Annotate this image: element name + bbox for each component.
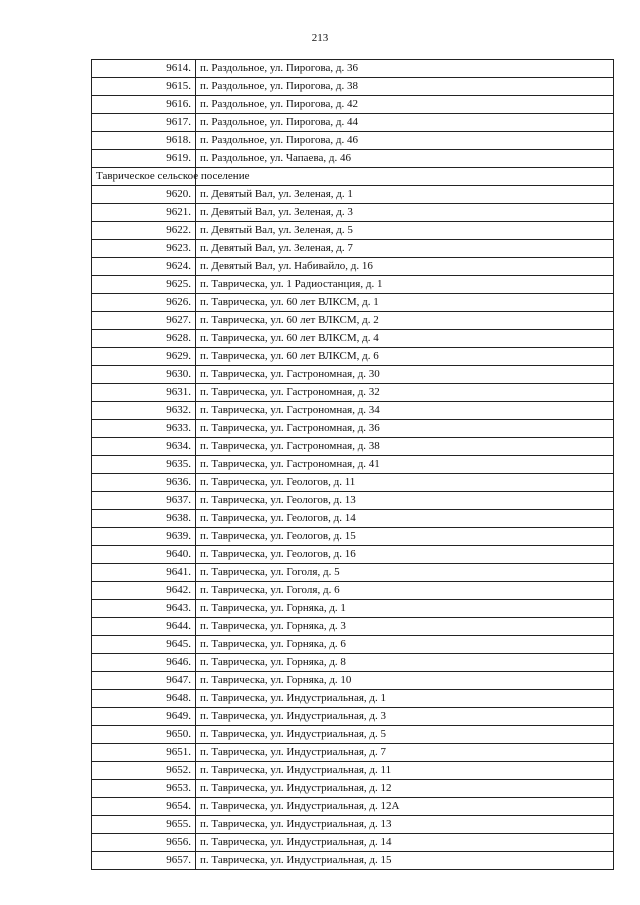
row-number: 9623.	[92, 240, 196, 258]
row-address: п. Таврическа, ул. Индустриальная, д. 5	[196, 726, 614, 744]
table-row	[92, 834, 614, 852]
table-row	[92, 240, 614, 258]
row-number: 9647.	[92, 672, 196, 690]
row-number: 9618.	[92, 132, 196, 150]
row-number: 9650.	[92, 726, 196, 744]
table-row	[92, 654, 614, 672]
table-row	[92, 348, 614, 366]
row-address: п. Таврическа, ул. Индустриальная, д. 12	[196, 780, 614, 798]
row-address: п. Таврическа, ул. Индустриальная, д. 15	[196, 852, 614, 870]
row-address: п. Таврическа, ул. Горняка, д. 3	[196, 618, 614, 636]
row-number: 9615.	[92, 78, 196, 96]
table-row	[92, 294, 614, 312]
row-number: 9622.	[92, 222, 196, 240]
row-address: п. Таврическа, ул. Гастрономная, д. 38	[196, 438, 614, 456]
row-number: 9655.	[92, 816, 196, 834]
row-number: 9638.	[92, 510, 196, 528]
row-address: п. Таврическа, ул. Индустриальная, д. 14	[196, 834, 614, 852]
row-address: п. Таврическа, ул. 60 лет ВЛКСМ, д. 2	[196, 312, 614, 330]
table-row	[92, 60, 614, 78]
row-number: 9641.	[92, 564, 196, 582]
row-address: п. Таврическа, ул. Геологов, д. 14	[196, 510, 614, 528]
table-row	[92, 546, 614, 564]
row-address: п. Девятый Вал, ул. Зеленая, д. 3	[196, 204, 614, 222]
table-row	[92, 600, 614, 618]
row-address: п. Таврическа, ул. Гастрономная, д. 34	[196, 402, 614, 420]
table-row	[92, 420, 614, 438]
table-row	[92, 78, 614, 96]
row-address: п. Девятый Вал, ул. Набивайло, д. 16	[196, 258, 614, 276]
row-address: п. Таврическа, ул. Гастрономная, д. 41	[196, 456, 614, 474]
table-row	[92, 618, 614, 636]
table-row	[92, 312, 614, 330]
table-row	[92, 366, 614, 384]
table-row	[92, 510, 614, 528]
table-row	[92, 726, 614, 744]
row-number: 9643.	[92, 600, 196, 618]
row-number: 9642.	[92, 582, 196, 600]
row-number: 9614.	[92, 60, 196, 78]
row-number: 9646.	[92, 654, 196, 672]
row-address: п. Таврическа, ул. 60 лет ВЛКСМ, д. 6	[196, 348, 614, 366]
table-row	[92, 690, 614, 708]
row-number: 9617.	[92, 114, 196, 132]
row-number: 9651.	[92, 744, 196, 762]
row-address: п. Таврическа, ул. Гастрономная, д. 32	[196, 384, 614, 402]
table-row	[92, 114, 614, 132]
row-address: п. Девятый Вал, ул. Зеленая, д. 5	[196, 222, 614, 240]
row-address: п. Таврическа, ул. Индустриальная, д. 11	[196, 762, 614, 780]
row-number: 9629.	[92, 348, 196, 366]
row-number: 9653.	[92, 780, 196, 798]
row-number: 9640.	[92, 546, 196, 564]
row-number: 9652.	[92, 762, 196, 780]
row-address: п. Раздольное, ул. Пирогова, д. 46	[196, 132, 614, 150]
table-body-bottom	[92, 186, 614, 870]
row-address: п. Таврическа, ул. Гоголя, д. 5	[196, 564, 614, 582]
section-header-row-group	[92, 168, 614, 186]
table-row	[92, 636, 614, 654]
row-number: 9619.	[92, 150, 196, 168]
table-row	[92, 96, 614, 114]
row-number: 9621.	[92, 204, 196, 222]
table-row	[92, 780, 614, 798]
row-address: п. Таврическа, ул. Геологов, д. 13	[196, 492, 614, 510]
row-address: п. Таврическа, ул. Горняка, д. 8	[196, 654, 614, 672]
row-address: п. Таврическа, ул. Горняка, д. 1	[196, 600, 614, 618]
row-address: п. Таврическа, ул. Геологов, д. 11	[196, 474, 614, 492]
row-address: п. Таврическа, ул. Геологов, д. 15	[196, 528, 614, 546]
table-row	[92, 798, 614, 816]
row-number: 9630.	[92, 366, 196, 384]
row-address: п. Девятый Вал, ул. Зеленая, д. 1	[196, 186, 614, 204]
row-number: 9627.	[92, 312, 196, 330]
table-row	[92, 150, 614, 168]
table-row	[92, 222, 614, 240]
table-row	[92, 276, 614, 294]
row-address: п. Раздольное, ул. Пирогова, д. 38	[196, 78, 614, 96]
row-address: п. Раздольное, ул. Чапаева, д. 46	[196, 150, 614, 168]
row-number: 9635.	[92, 456, 196, 474]
section-header-empty-cell	[196, 168, 614, 186]
row-number: 9656.	[92, 834, 196, 852]
row-address: п. Раздольное, ул. Пирогова, д. 42	[196, 96, 614, 114]
row-number: 9620.	[92, 186, 196, 204]
row-address: п. Таврическа, ул. 60 лет ВЛКСМ, д. 4	[196, 330, 614, 348]
row-number: 9628.	[92, 330, 196, 348]
row-address: п. Таврическа, ул. Индустриальная, д. 12А	[196, 798, 614, 816]
row-address: п. Таврическа, ул. Геологов, д. 16	[196, 546, 614, 564]
row-address: п. Таврическа, ул. Индустриальная, д. 1	[196, 690, 614, 708]
row-number: 9636.	[92, 474, 196, 492]
row-address: п. Таврическа, ул. Гоголя, д. 6	[196, 582, 614, 600]
table-row	[92, 384, 614, 402]
table-row	[92, 330, 614, 348]
address-table	[91, 59, 614, 870]
section-header: Таврическое сельское поселение	[92, 168, 196, 186]
row-address: п. Таврическа, ул. Гастрономная, д. 30	[196, 366, 614, 384]
table-row	[92, 762, 614, 780]
table-row	[92, 132, 614, 150]
table-row	[92, 402, 614, 420]
row-number: 9639.	[92, 528, 196, 546]
row-address: п. Раздольное, ул. Пирогова, д. 36	[196, 60, 614, 78]
table-row	[92, 744, 614, 762]
row-number: 9654.	[92, 798, 196, 816]
table-row	[92, 186, 614, 204]
table-row	[92, 456, 614, 474]
row-number: 9648.	[92, 690, 196, 708]
row-number: 9632.	[92, 402, 196, 420]
table-row	[92, 492, 614, 510]
row-address: п. Таврическа, ул. Индустриальная, д. 13	[196, 816, 614, 834]
table-row	[92, 474, 614, 492]
row-address: п. Девятый Вал, ул. Зеленая, д. 7	[196, 240, 614, 258]
row-address: п. Таврическа, ул. Горняка, д. 6	[196, 636, 614, 654]
row-number: 9634.	[92, 438, 196, 456]
table-row	[92, 708, 614, 726]
table-row	[92, 672, 614, 690]
row-address: п. Таврическа, ул. Горняка, д. 10	[196, 672, 614, 690]
table-row	[92, 852, 614, 870]
page-number: 213	[311, 32, 329, 44]
table-row	[92, 582, 614, 600]
row-address: п. Раздольное, ул. Пирогова, д. 44	[196, 114, 614, 132]
row-number: 9649.	[92, 708, 196, 726]
row-number: 9633.	[92, 420, 196, 438]
row-number: 9644.	[92, 618, 196, 636]
section-header-row	[92, 168, 614, 186]
row-number: 9616.	[92, 96, 196, 114]
row-number: 9637.	[92, 492, 196, 510]
table-row	[92, 204, 614, 222]
table-row	[92, 528, 614, 546]
row-address: п. Таврическа, ул. 60 лет ВЛКСМ, д. 1	[196, 294, 614, 312]
row-address: п. Таврическа, ул. 1 Радиостанция, д. 1	[196, 276, 614, 294]
row-number: 9631.	[92, 384, 196, 402]
row-address: п. Таврическа, ул. Индустриальная, д. 7	[196, 744, 614, 762]
table-row	[92, 438, 614, 456]
table-row	[92, 258, 614, 276]
row-number: 9657.	[92, 852, 196, 870]
table-row	[92, 816, 614, 834]
table-body-top	[92, 60, 614, 168]
row-number: 9645.	[92, 636, 196, 654]
row-number: 9624.	[92, 258, 196, 276]
table-row	[92, 564, 614, 582]
row-address: п. Таврическа, ул. Гастрономная, д. 36	[196, 420, 614, 438]
row-number: 9625.	[92, 276, 196, 294]
row-number: 9626.	[92, 294, 196, 312]
row-address: п. Таврическа, ул. Индустриальная, д. 3	[196, 708, 614, 726]
